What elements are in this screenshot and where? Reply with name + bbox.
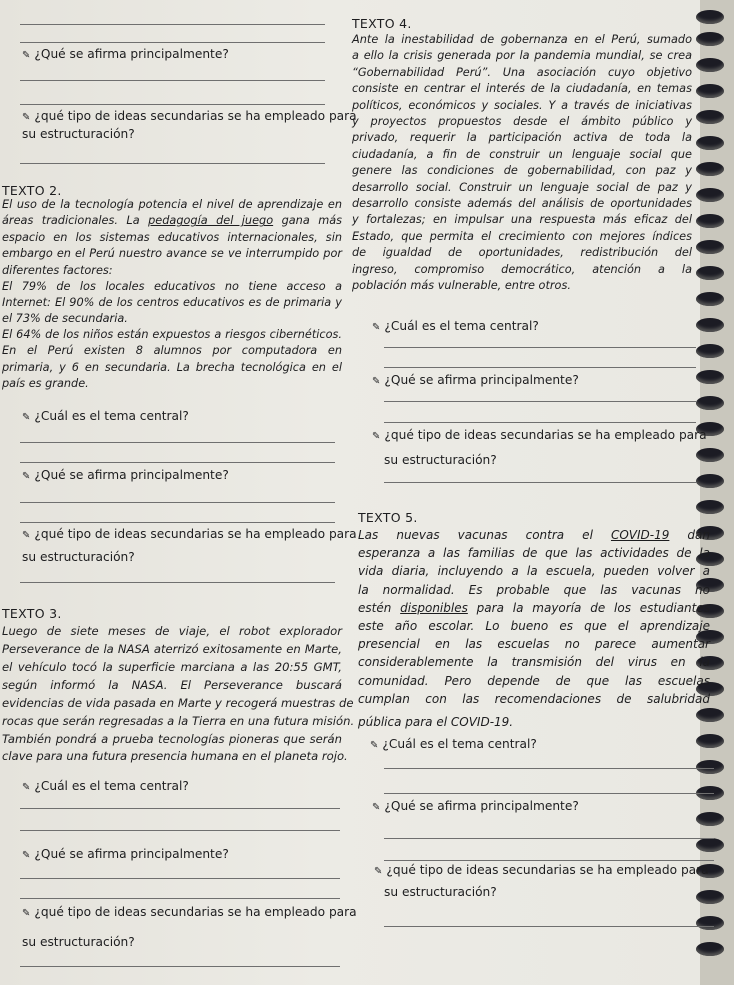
question-secondary-ideas-cont: su estructuración? bbox=[22, 127, 135, 141]
texto5-text: estén bbox=[358, 600, 401, 615]
binding-ring bbox=[696, 708, 724, 722]
texto2-line: diferentes factores: bbox=[2, 264, 113, 277]
texto5-underlined-term: disponibles bbox=[400, 600, 468, 615]
texto5-text: Las nuevas vacunas contra el bbox=[358, 528, 611, 542]
texto5-heading: TEXTO 5. bbox=[358, 510, 418, 525]
texto4-question-secondary-ideas-cont: su estructuración? bbox=[384, 453, 497, 467]
texto2-heading: TEXTO 2. bbox=[2, 183, 62, 198]
pencil-icon: ✎ bbox=[372, 431, 381, 442]
texto5-question-secondary-ideas: ✎ ¿qué tipo de ideas secundarias se ha empleado para bbox=[374, 863, 709, 877]
texto2-question-secondary-ideas: ✎ ¿qué tipo de ideas secundarias se ha empleado para bbox=[22, 527, 357, 541]
question-secondary-ideas: ✎ ¿qué tipo de ideas secundarias se ha empleado para bbox=[22, 109, 357, 123]
texto2-line: el 73% de secundaria. bbox=[2, 312, 128, 325]
texto3-line: Luego de siete meses de viaje, el robot explorador bbox=[2, 624, 342, 638]
texto3-body bbox=[2, 622, 355, 748]
texto4-line: Ante la inestabilidad de gobernanza en el Perú, sumado bbox=[352, 33, 692, 46]
texto5-question-secondary-ideas-cont: su estructuración? bbox=[384, 885, 497, 899]
texto4-line: consiste en centrar el interés de la ciudadanía, en temas bbox=[352, 82, 692, 96]
texto4-line: y fortalezas; en impulsar una respuesta más eficaz del bbox=[352, 213, 692, 227]
texto5-line: esperanza a las familias de que las actividades de la bbox=[358, 546, 710, 561]
binding-ring bbox=[696, 292, 724, 306]
pencil-icon: ✎ bbox=[22, 850, 31, 861]
binding-ring bbox=[696, 110, 724, 124]
texto4-line: desarrollo consiste además del análisis de oportunidades bbox=[352, 197, 692, 211]
texto4-question-central-theme: ✎ ¿Cuál es el tema central? bbox=[372, 319, 539, 333]
texto2-line: embargo en el Perú nuestro avance se ve interrumpido por bbox=[2, 247, 342, 261]
answer-line[interactable] bbox=[384, 838, 714, 839]
answer-line[interactable] bbox=[384, 422, 696, 423]
texto4-line: y proyectos propuestos desde el ámbito público y bbox=[352, 115, 692, 129]
texto4-line: a ello la crisis generada por la pandemia mundial, se crea bbox=[352, 49, 692, 63]
binding-ring bbox=[696, 32, 724, 46]
texto2-line: El uso de la tecnología potencia el nivel de aprendizaje en bbox=[2, 198, 342, 211]
texto2-line: El 79% de los locales educativos no tiene acceso a bbox=[2, 280, 342, 293]
texto2-text: gana más bbox=[273, 214, 343, 228]
texto2-question-central-theme: ✎ ¿Cuál es el tema central? bbox=[22, 409, 189, 423]
pencil-icon: ✎ bbox=[372, 376, 381, 387]
pencil-icon: ✎ bbox=[372, 322, 381, 333]
question-main-idea: ✎ ¿Qué se afirma principalmente? bbox=[22, 47, 229, 61]
texto3-question-central-theme: ✎ ¿Cuál es el tema central? bbox=[22, 779, 189, 793]
binding-ring bbox=[696, 162, 724, 176]
answer-line[interactable] bbox=[384, 401, 696, 402]
texto5-last-line: pública para el COVID-19. bbox=[358, 715, 514, 729]
texto4-line: privado, requerir la participación activa de toda la bbox=[352, 131, 692, 145]
texto5-line: presencial en las escuelas no parece aumentar bbox=[358, 637, 710, 652]
answer-line[interactable] bbox=[20, 502, 335, 503]
texto3-line: rocas que serán regresadas a la Tierra en una futura misión. bbox=[2, 714, 355, 728]
texto4-line: políticos, económicos y sociales. Y a través de iniciativas bbox=[352, 98, 692, 112]
binding-ring bbox=[696, 188, 724, 202]
texto4-last-line: población más vulnerable, entre otros. bbox=[352, 279, 571, 292]
texto4-line: “Gobernabilidad Perú”. Una asociación cuyo objetivo bbox=[352, 65, 692, 79]
texto3-line: según informó la NASA. El Perseverance buscará bbox=[2, 678, 342, 692]
binding-ring bbox=[696, 500, 724, 514]
texto2-line: primaria, y 6 en secundaria. La brecha tecnológica en el bbox=[2, 360, 342, 374]
texto3-question-secondary-ideas: ✎ ¿qué tipo de ideas secundarias se ha empleado para bbox=[22, 905, 357, 919]
answer-line[interactable] bbox=[20, 582, 335, 583]
answer-line[interactable] bbox=[20, 442, 335, 443]
binding-ring bbox=[696, 58, 724, 72]
texto2-question-secondary-ideas-cont: su estructuración? bbox=[22, 550, 135, 564]
answer-line[interactable] bbox=[20, 42, 325, 43]
texto5-line bbox=[358, 526, 710, 544]
pencil-icon: ✎ bbox=[22, 782, 31, 793]
answer-line[interactable] bbox=[20, 163, 325, 164]
answer-line[interactable] bbox=[20, 830, 340, 831]
texto4-question-main-idea: ✎ ¿Qué se afirma principalmente? bbox=[372, 373, 579, 387]
answer-line[interactable] bbox=[20, 808, 340, 809]
binding-ring bbox=[696, 370, 724, 384]
texto4-line: genere las condiciones de gobernabilidad, con paz y bbox=[352, 164, 692, 178]
texto3-line: Perseverance de la NASA aterrizó exitosamente en Marte, bbox=[2, 642, 342, 656]
binding-ring bbox=[696, 760, 724, 774]
texto4-line: desarrollo social. Construir un lenguaje social de paz y bbox=[352, 180, 692, 194]
binding-ring bbox=[696, 266, 724, 280]
texto2-line bbox=[2, 213, 342, 229]
texto4-heading: TEXTO 4. bbox=[352, 16, 412, 31]
texto2-line: Internet: El 90% de los centros educativos es de primaria y bbox=[2, 296, 342, 310]
binding-ring bbox=[696, 838, 724, 852]
texto2-question-main-idea: ✎ ¿Qué se afirma principalmente? bbox=[22, 468, 229, 482]
binding-ring bbox=[696, 734, 724, 748]
answer-line[interactable] bbox=[384, 482, 696, 483]
answer-line[interactable] bbox=[20, 462, 335, 463]
texto5-line: la normalidad. Es probable que las vacunas no bbox=[358, 582, 710, 597]
binding-ring bbox=[696, 448, 724, 462]
texto4-line: de igualdad de oportunidades, redistribución del bbox=[352, 246, 692, 260]
texto5-line: considerablemente la transmisión del virus en la bbox=[358, 655, 710, 670]
pencil-icon: ✎ bbox=[372, 802, 381, 813]
answer-line[interactable] bbox=[384, 860, 714, 861]
texto2-line: espacio en los sistemas educativos internacionales, sin bbox=[2, 230, 342, 244]
binding-ring bbox=[696, 344, 724, 358]
answer-line[interactable] bbox=[384, 367, 696, 368]
texto2-line: En el Perú existen 8 alumnos por computadora en bbox=[2, 344, 342, 358]
binding-ring bbox=[696, 214, 724, 228]
texto3-line: el vehículo tocó la superficie marciana a las 20:55 GMT, bbox=[2, 660, 342, 674]
texto2-underlined-term: pedagogía del juego bbox=[148, 214, 274, 228]
binding-ring bbox=[696, 84, 724, 98]
pencil-icon: ✎ bbox=[22, 471, 31, 482]
binding-ring bbox=[696, 890, 724, 904]
texto5-line: vida diaria, incluyendo a la escuela, pueden volver a bbox=[358, 564, 710, 579]
pencil-icon: ✎ bbox=[22, 908, 31, 919]
texto4-line: Estado, que permita el crecimiento con mejores índices bbox=[352, 229, 692, 243]
texto3-line: También pondrá a prueba tecnologías pioneras que serán bbox=[2, 732, 342, 746]
answer-line[interactable] bbox=[384, 793, 714, 794]
answer-line[interactable] bbox=[20, 878, 340, 879]
binding-ring bbox=[696, 240, 724, 254]
pencil-icon: ✎ bbox=[374, 866, 383, 877]
texto2-stats-2 bbox=[2, 327, 342, 376]
pencil-icon: ✎ bbox=[22, 412, 31, 423]
texto2-stats bbox=[2, 279, 342, 312]
texto5-line: este año escolar. Lo bueno es que el aprendizaje bbox=[358, 619, 710, 634]
texto2-line: El 64% de los niños están expuestos a riesgos cibernéticos. bbox=[2, 328, 342, 341]
binding-ring bbox=[696, 136, 724, 150]
texto5-text: dan bbox=[669, 528, 710, 542]
texto5-underlined-term: COVID-19 bbox=[610, 528, 670, 542]
texto4-line: ciudadanía, a fin de construir un lenguaje social que bbox=[352, 147, 692, 161]
texto3-question-main-idea: ✎ ¿Qué se afirma principalmente? bbox=[22, 847, 229, 861]
texto3-heading: TEXTO 3. bbox=[2, 606, 62, 621]
answer-line[interactable] bbox=[20, 24, 325, 25]
texto2-line: país es grande. bbox=[2, 377, 89, 390]
texto4-line: ingreso, compromiso democrático, atención a la bbox=[352, 262, 692, 276]
binding-ring bbox=[696, 916, 724, 930]
texto4-body bbox=[352, 32, 692, 278]
texto5-line bbox=[358, 599, 710, 617]
texto5-line: comunidad. Pero depende de que las escuelas bbox=[358, 673, 710, 688]
pencil-icon: ✎ bbox=[22, 530, 31, 541]
texto3-line: evidencias de vida pasada en Marte y recogerá muestras de bbox=[2, 696, 354, 710]
answer-line[interactable] bbox=[384, 926, 714, 927]
binding-ring bbox=[696, 474, 724, 488]
texto2-body bbox=[2, 197, 342, 263]
texto4-question-secondary-ideas: ✎ ¿qué tipo de ideas secundarias se ha empleado para bbox=[372, 428, 707, 442]
binding-ring bbox=[696, 318, 724, 332]
answer-line[interactable] bbox=[20, 104, 325, 105]
answer-line[interactable] bbox=[20, 522, 335, 523]
binding-ring bbox=[696, 396, 724, 410]
answer-line[interactable] bbox=[20, 966, 340, 967]
texto3-last-line: clave para una futura presencia humana en el planeta rojo. bbox=[2, 749, 348, 763]
texto5-line: cumplan con las recomendaciones de salubridad bbox=[358, 691, 710, 706]
texto5-body bbox=[358, 526, 710, 708]
answer-line[interactable] bbox=[20, 80, 325, 81]
pencil-icon: ✎ bbox=[370, 740, 379, 751]
binding-ring bbox=[696, 942, 724, 956]
answer-line[interactable] bbox=[20, 898, 340, 899]
texto2-text: áreas tradicionales. La bbox=[2, 214, 149, 228]
binding-ring bbox=[696, 812, 724, 826]
texto5-question-central-theme: ✎ ¿Cuál es el tema central? bbox=[370, 737, 537, 751]
answer-line[interactable] bbox=[384, 347, 696, 348]
pencil-icon: ✎ bbox=[22, 50, 31, 61]
binding-ring bbox=[696, 10, 724, 24]
texto3-question-secondary-ideas-cont: su estructuración? bbox=[22, 935, 135, 949]
pencil-icon: ✎ bbox=[22, 112, 31, 123]
texto5-text: para la mayoría de los estudiantes bbox=[467, 600, 710, 615]
texto5-question-main-idea: ✎ ¿Qué se afirma principalmente? bbox=[372, 799, 579, 813]
answer-line[interactable] bbox=[384, 768, 714, 769]
